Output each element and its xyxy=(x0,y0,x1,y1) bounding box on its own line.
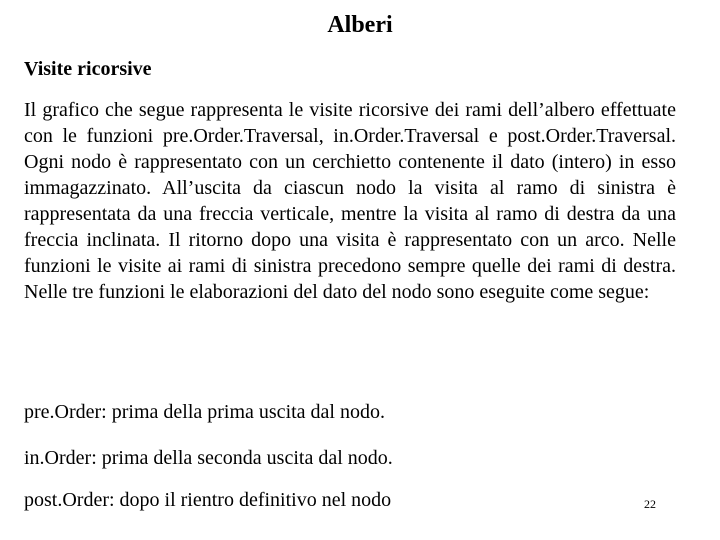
post-order-item: post.Order: dopo il rientro definitivo nel nodo xyxy=(24,489,392,511)
page-number: 22 xyxy=(644,497,656,511)
slide-subtitle: Visite ricorsive xyxy=(24,58,152,80)
in-order-item: in.Order: prima della seconda uscita dal nodo. xyxy=(24,447,393,469)
body-paragraph: Il grafico che segue rappresenta le visite ricorsive dei rami dell’albero effettuate con le funzioni pre.Order.Traversal, in.Order.Traversal e post.Order.Traversal. Ogni nodo è rappresentato con un cerchietto contenente il dato (intero) in esso immagazzinato. All’uscita da ciascun nodo la visita al ramo di sinistra è rappresentata da una freccia verticale, mentre la visita al ramo di destra da una freccia inclinata. Il ritorno dopo una visita è rappresentato con un arco. Nelle funzioni le visite ai rami di sinistra precedono sempre quelle dei rami di destra. Nelle tre funzioni le elaborazioni del dato del nodo sono eseguite come segue: xyxy=(24,99,676,303)
pre-order-item: pre.Order: prima della prima uscita dal nodo. xyxy=(24,401,385,423)
slide-title: Alberi xyxy=(327,12,393,38)
